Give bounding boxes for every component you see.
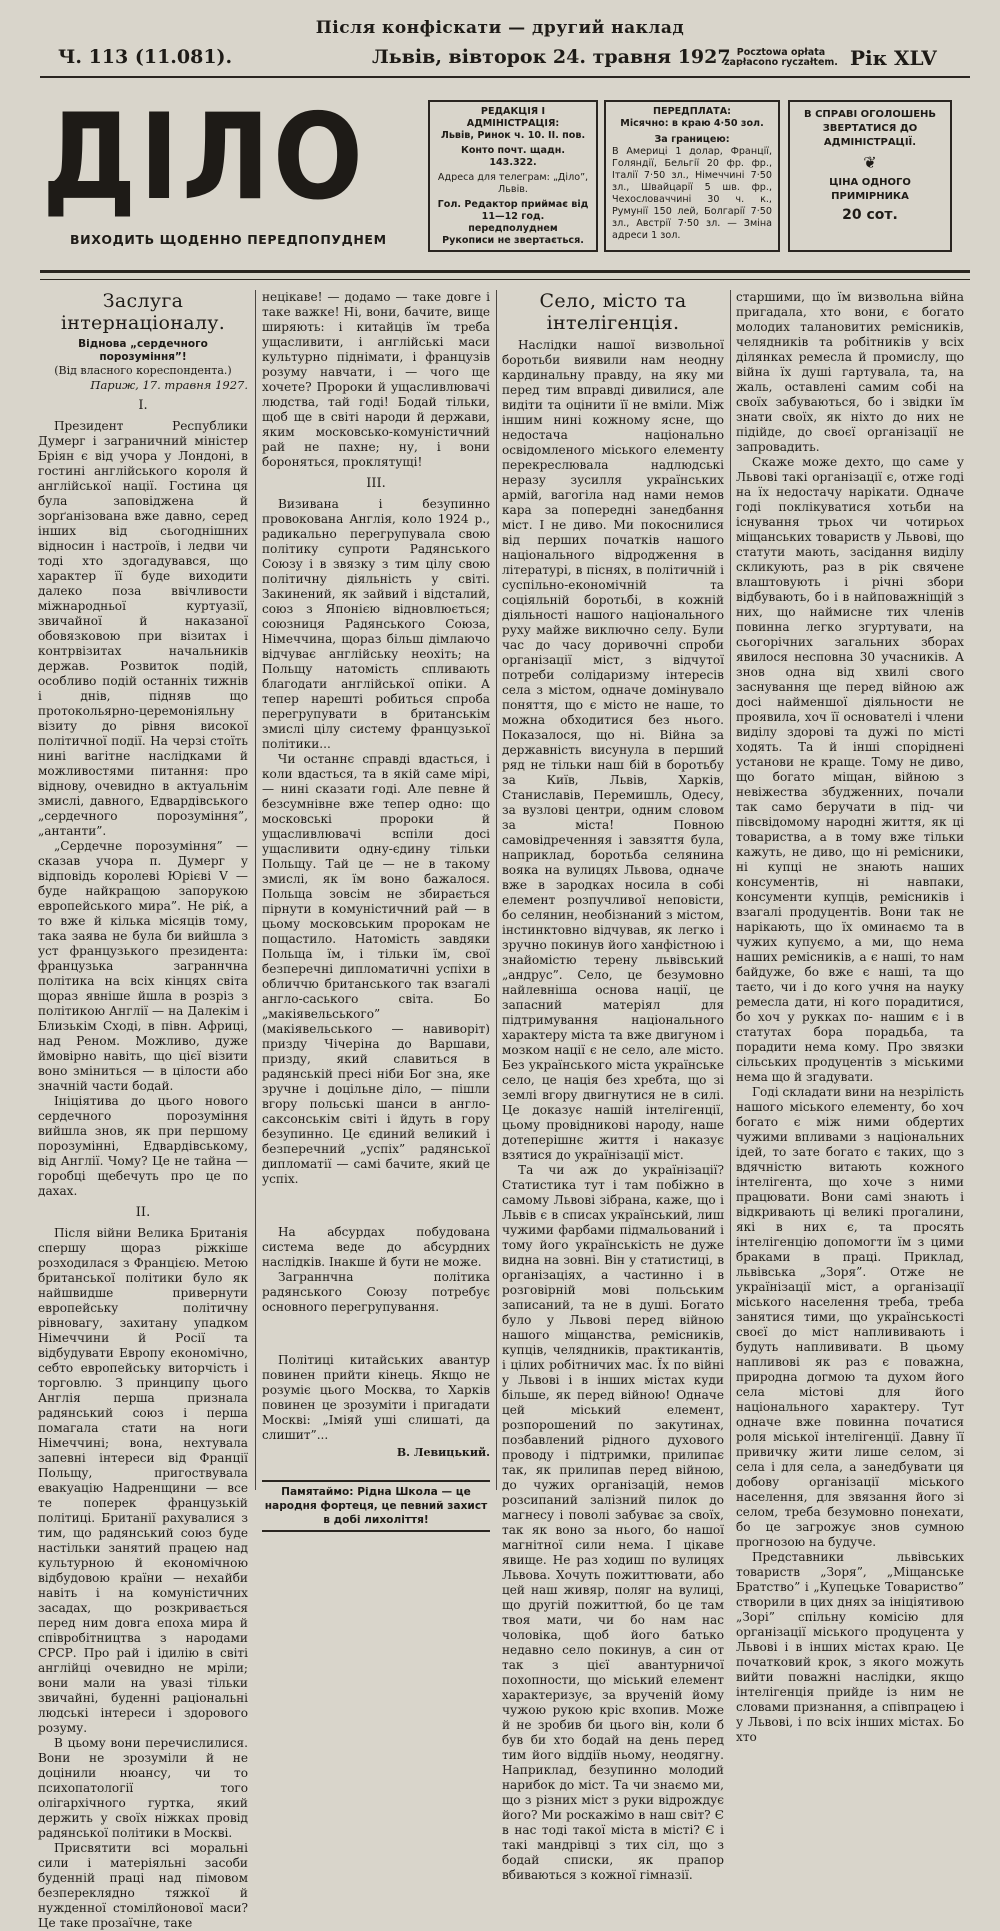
article-1-dateline: Париж, 17. травня 1927. <box>90 378 248 392</box>
ridna-shkola-banner: Памятаймо: Рідна Школа — це народня фортеця, це певний захист в добі лихоліття! <box>262 1480 490 1532</box>
paragraph: Визивана і безупинно провокована Англія, коло 1924 р., радикально перегрупувала свою політику супроти Радянського Союзу і в звязку з тим цілу свою політичну діяльність у світі. Закинений, як зайвий і відсталий, союз з Японією відновлюється; союзниця Радянського Союза, Німеччина, щораз більш дімлаючо відчуває англійську неохіть; на Польщу натомість спливають благодати англійської опіки. А тепер нарешті робиться спроба перегрупувати в британськім змислі цілу систему французької політики... <box>262 497 490 751</box>
editorial-box-title: РЕДАКЦІЯ І АДМІНІСТРАЦІЯ: <box>466 106 560 129</box>
paragraph: Скаже може дехто, що саме у Львові такі організації є, отже годі на їх недостачу нарікати. Одначе годі поклікуватися хотьби на існування трьох чи чотирьох міщанських товариств у Львові, що статути мають, засідання виділу скликують, раз в рік свячене влаштовують і річні збори відбувають, бо і в найповажніщій з них, що наймисне тих членів повинна легко згуртувати, на сьогорічних загальних зборах явилося несповна 30 учасників. А знов одна від хвилі свого заснування ще перед війною аж досі найменшої діяльности не проявила, хоч її основателі і члени виділу здорові та дужі по місті ходять. Та й інші споріднені установи не краще. Тому не диво, що богато міщан, війною з невіжества збудженних, почали так само беручати в під- чи півсвідомому народні життя, як ці товариства, а в тому вже тільки кажуть, не диво, що ні ремісники, ні купці не знають наших консументів, ні навпаки, консументи купців, ремісників і взагалі продуцентів. Вони так не нарікають, що їх оминаємо та в чужих купуємо, а ми, що нема наших ремісників, а є наші, то нам байдуже, бо вже є наші, та що таєто, чи і до кого учня на науку ремесла дати, ні кого порадитися, бо хоч у рукках по- нашим є і в статутах бора порадьба, та порадити нема кому. Про звязки сільських продуцентів з міськими нема що й згадувати. <box>736 455 964 1084</box>
column-2 <box>262 290 490 1532</box>
subscription-monthly: Місячно: в краю 4·50 зол. <box>620 118 764 129</box>
volume-year: Рік XLV <box>850 46 937 70</box>
paragraph: В цьому вони перечислилися. Вони не зрозуміли й не доцінили нюансу, чи то психопатології того олігархічного гуртка, який держить у своїх ніжках провід радянської політики в Москві. <box>38 1736 248 1840</box>
column-divider-1 <box>255 290 256 1490</box>
reprint-notice: Після конфіскати — другий наклад <box>315 18 685 38</box>
header-meta <box>40 46 960 72</box>
paragraph: „Сердечне порозуміння” — сказав учора п. Думерг у відповідь королеві Юрієві V — буде найкращою запорукою европейського мира”. Не ріќ, а то вже й кілька місяців тому, така заява не була би вийшла з уст французького президента: французька заграннчна політика на всіх кінцях світа щораз явніше йшла в розріз з політикою Англії — на Далекім і Близькім Сході, в півн. Африці, над Реном. Можливо, дуже ймовірно навіть, що цієї візити воно зміниться — в цілости або значній части бодай. <box>38 839 248 1093</box>
subscription-box <box>604 100 780 252</box>
article-1-credit: (Від власного кореспондента.) <box>54 364 232 377</box>
subscription-title: ПЕРЕДПЛАТА: <box>653 106 731 117</box>
editorial-info-box <box>428 100 598 252</box>
section-number: ІІІ. <box>366 476 386 491</box>
ornament-icon: ❦ <box>863 153 877 172</box>
paragraph: Та чи аж до українізації? Статистика тут і там побіжно в самому Львові зібрана, каже, що і Львів є в списах український, лиш чужими фарбами підмальований і тому його українськість не дуже видна на зовні. Він у статистиці, в організаціях, а частинно і в розговірній мові польським записаний, та не в душі. Богато було у Львові перед війною нашого міщанства, ремісників, купців, челядників, практикантів, і цілих робітничих мас. Їх по війні у Львові і в інших містах куди більше, як перед війною! Одначе цей міський елемент, розпорошений по закутинах, позбавлений рідного духового проводу і підтримки, прилипає так, як прилипав перед війною, до чужих організацій, немов розсипаний залізний пилок до магнесу і поволі забуває за своїх, так як воно за нього, бо нашої магнітної сили нема. І цікаве явище. Не раз ходиш по вулицях Львова. Хочуть пожиттювати, або цей наш живяр, поляг на вулиці, що другій пожиттюй, бо це там твоя мати, чи бо нам нас чоловіка, щоб його батько недавно село покинув, а син от так з цієї авантурничої похопности, що міський елемент характеризує, за врученій йому чужою рукою кріс вхопив. Може й не зробив би цього він, коли б був би хто бодай на день перед тим його віддіїв ньому, неодягну. Наприклад, безупинно молодий нарибок до міст. Та чи знаємо ми, що з різних міст з руки відрождує його? Ми роскажімо в наш світ? Є в нас тоді такої міста в місті? Є і такі мандрівці з тих сіл, що з бодай списки, як прапор вбиваються з кожної гімназії. <box>502 1163 724 1882</box>
paragraph: Ініціятива до цього нового сердечного порозуміння вийшла знов, як при першому порозумінні, Едвардівському, від Англії. Чому? Це не тайна — горобці щебечуть про це по дахах. <box>38 1094 248 1198</box>
masthead-tagline: ВИХОДИТЬ ЩОДЕННО ПЕРЕДПОПУДНЕМ <box>70 232 387 247</box>
article-1-title: Заслуга інтернаціоналу. <box>60 290 226 334</box>
author-signature: В. Левицький. <box>396 1446 490 1459</box>
paragraph: нецікаве! — додамо — таке довге і таке важке! Ні, вони, бачите, вище ширяють: і китайців їм треба ущасливити, і англійські маси культурно піднімати, і французів розуму навчати, і — чого ще хочете? Пророки й ущасливлювачі людства, тай годі! Бодай тільки, щоб ще в світі народи й держави, яким московсько-комуністичний рай не пахне; ну, і вони бороняться, проклятущі! <box>262 290 490 469</box>
postal-account: Конто почт. щадн. 143.322. <box>460 145 565 168</box>
paragraph: старшими, що їм визвольна війна пригадала, хто вони, є богато молодих талановитих ремісників, челядників та робітників у всіх ділянках ремесла й промислу, що війна їх душі гартувала, та, на жаль, оставлені самим собі на своїх забуваються, бо і звідки їм знати своїх, як ніхто до них не підійде, до своєї організації не запровадить. <box>736 290 964 454</box>
postage-paid-stamp <box>724 48 838 68</box>
column-divider-3 <box>730 290 731 1490</box>
editorial-address: Львів, Ринок ч. 10. ІІ. пов. <box>440 130 586 141</box>
issue-price: 20 сот. <box>842 207 898 223</box>
advertising-text: В СПРАВІ ОГОЛОШЕНЬ ЗВЕРТАТИСЯ ДО АДМІНІСТРАЦІЇ. <box>803 109 937 148</box>
editor-hours: Гол. Редактор приймає від 11—12 год. передполуднем <box>437 199 589 234</box>
paragraph: Заграннчна політика радянського Союзу потребує основного перегрупування. <box>262 1270 490 1314</box>
price-label: ЦІНА ОДНОГО ПРИМІРНИКА <box>829 177 911 202</box>
paragraph: Представники львівських товариств „Зоря”, „Міщанське Братство” і „Купецьке Товариство” створили в цих днях за ініціятивою „Зорі” спільну комісію для організації міського продуцента у Львові і в інших містах краю. Це початковий крок, з якого можуть вийти поважні наслідки, якщо інтелігенція прийде із ним не словами признання, а співпрацею і у Львові, і по всіх інших містах. Бо хто <box>736 1550 964 1744</box>
paragraph: Присвятити всі моральні сили і матеріяльні засоби буденній праці над пімовом безпереклядно тяжкої й нужденної стомілйонової маси? Це таке прозаїчне, таке <box>38 1841 248 1930</box>
header-rule <box>40 76 970 78</box>
paragraph: Після війни Велика Британія спершу щораз ріжкіше розходилася з Францією. Метою британської політики було як найшвидше привернути европейську політичну рівновагу, захитану упадком Німеччини й Росії та відбудувати Европу економічно, себто европейську виторчість і торговлю. З принципу цього Англія перша признала радянський союз і перша помагала стати на ноги Німеччині; вона, нехтувала запевні інтереси від Франції Польщу, пригоствувала евакуацію Надренщини — все те поперек французькій політиці. Британії рахувалися з тим, що радянський союз буде настільки занятий працею над культурною й економічною відбудовою країни — нехайби навіть і на комуністичних засадах, що розкривається перед ним довга епоха мира й співробітництва з народами СРСР. Про рай і ідилію в світі англійці очевидно не мріли; вони мали на увазі тільки звичайні, буденні раціональні людські інтереси і здорового розуму. <box>38 1226 248 1735</box>
column-4 <box>736 290 964 1745</box>
column-1 <box>38 290 248 1931</box>
postage-line-1: Pocztowa opłata <box>736 47 826 58</box>
column-3 <box>502 290 724 1883</box>
column-divider-2 <box>496 290 497 1490</box>
manuscripts-note: Рукописи не звертається. <box>442 235 584 246</box>
article-1-subtitle: Відновa „сердечного порозуміння”! <box>78 338 208 363</box>
paragraph: На абсурдах побудована система веде до абсурдних наслідків. Інакше й бути не може. <box>262 1225 490 1269</box>
paragraph: Президент Республики Думерг і заграничний міністер Бріян є від учора у Лондоні, в гостині англійського короля й англійської нації. Гостина ця була заповіджена й зорґанізована вже давно, серед інших від сьогоднішних відносин і настроїв, і ледви чи тоді хто здогадувався, що характер її буде виходити далеко поза ввічливости міжнародньої куртуазії, звичайної й наказаної обовязковою при візитах і контрвізитах начальників держав. Розвиток подій, особливо подій останніх тижнів і днів, підняв що протокольярно-церемоніяльну візиту до рівня високої політичної події. На черзі стоїть нині вагітне наслідками й можливостями питання: про відновy, очевидно в актуальнім змислі, давного, Едвардівського „сердечного порозуміння”, „антанти”. <box>38 419 248 838</box>
publication-dateline: Львів, вівторок 24. травня 1927 <box>372 46 731 68</box>
paragraph: Годі складати вини на незрілість нашого міського елементу, бо хоч богато є між ними обдертих чужими впливами з національних ідей, то зате богато є таких, що з вдячністю витають кожного інтелігента, що хоче з ними працювати. Вони самі знають і відкривають ці великі прогалини, які в них є, та просять інтелігенцію допомогти їм з цими браками в праці. Приклад, львівська „Зоря”. Отже не українізації міст, а організації міського населення треба, треба занятися тими, що українськості своєї до міст наплививають і будуть наплививати. В цьому напливові як раз є поважна, природна догмою та духом його села містові для його національного характеру. Тут одначе вже повинна початися роля міської інтелігенції. Давну її привичку жити лише селом, зі села і для села, а занедбувати ця добову організації міського населення, для звязання його зі селом, треба безумовно понехати, бо це загрожує знов сумною прогнозою на будуче. <box>736 1085 964 1549</box>
paragraph: Наслідки нашої визвольної боротьби виявили нам неодну кардинальну правду, на яку ми перед тим вправді дивилися, але видіти та оцінити її не вміли. Між іншим нині кожному ясне, що недостача національно освідомленого міського елементу перекреслювала надлюдські неразу зусилля українських армій, вагогіла над нами немов кара за попередні занедбання міст. І не диво. Ми покоснилися від перших початків нашого національного відродження в літературі, в піснях, в політичній і суспільно-економічній та соціяльній боротьбі, в кожній діяльності нашого національного руху майже виключно селу. Були час до часу доривочні спроби організації міст, з відчутої потреби солідаризму інтересів села з містом, одначе домінувало поняття, що є місто не наше, то можна обходитися без нього. Показалося, що ні. Війна за державність висунула в перший ряд не тільки наш бій в боротьбу за Київ, Львів, Харків, Станиславів, Перемишль, Одесу, за вузлові центри, одним словом за міста! Повною самовідреченняя і завзяття була, наприклад, боротьба селянина вояка на вулицях Львова, одначе вже в зародках носила в собі елемент розпучливої неповісти, бо селянин, необізнаний з містом, інстинктовно відчував, як легко і зручно покинув його ханфістною і знайомістю терену львівський „андрус”. Село, це безумовно найлевніша основа нації, це запасний матеріял для підтримування національного характеру міста та вже двигуном і мозком нації є не село, але місто. Без українського міста українське село, це нація без хребта, що зі землі вгору двигнутися не в силі. Це доказує нашій інтелігенції, цьому провідникові народу, наше дотеперішнє життя і наказує взятися до українізації міст. <box>502 338 724 1162</box>
section-number: ІІ. <box>135 1205 151 1220</box>
spacer <box>262 1315 490 1353</box>
advertising-box <box>788 100 952 252</box>
postage-line-2: zapłacono ryczałtem. <box>724 57 838 68</box>
subscription-abroad-title: За границею: <box>654 134 730 145</box>
issue-number: Ч. 113 (11.081). <box>58 46 233 68</box>
telegram-address: Адреса для телеграм: „Діло”, Львів. <box>437 172 589 195</box>
newspaper-title: ДІЛО <box>42 88 366 226</box>
spacer <box>262 1187 490 1225</box>
paragraph: Чи останнє справді вдасться, і коли вдасться, та в якій саме мірі, — нині сказати годі. Але певне й безсумнівне вже тепер одно: що московські пророки й ущасливлювачі вспіли досі ущасливити одну-єдину тільки Польщу. Тай це — не в такому змислі, як їм воно бажалося. Польща зовсім не збирається пірнути в комуністичний рай — в цьому московським пророкам не пощастило. Натомість завдяки Польща їм, і тільки їм, свої безперечні дипломатичні успіхи в обличчю британського так взагалі англо-саського світа. Бо „макіявельського” (макіявельського — навиворіт) призду Чічеріна до Варшави, призду, який славиться в радянській пресі ніби Бог зна, яке зручне і доцільне діло, — пішли вгору польські шанси в англо-саксонськім світі і йдуть в гору безупинно. Це єдиний великий і безперечний „успіх” радянської дипломатії — самі бачите, який це успіх. <box>262 752 490 1186</box>
article-2-title: Село, місто та інтелігенція. <box>539 290 687 334</box>
masthead-double-rule <box>40 270 970 280</box>
section-number: І. <box>138 398 148 413</box>
subscription-abroad-text: В Америці 1 долар, Франції, Голяндії, Бельгії 20 фр. фр., Італії 7·50 зл., Німеччині 7·50 зл., Швайцарії 5 шв. фр., Чехословаччині 30 ч. к., Румунії 150 лей, Болгарії 7·50 зл., Австрії 7·50 зл. — Зміна адреси 1 зол. <box>612 146 772 241</box>
paragraph: Політиці китайських авантур повинен прийти кінець. Якщо не розуміє цього Москва, то Харків повинен це зрозуміти і пригадати Москві: „Іміяй уші слишаті, да слишит”... <box>262 1353 490 1442</box>
